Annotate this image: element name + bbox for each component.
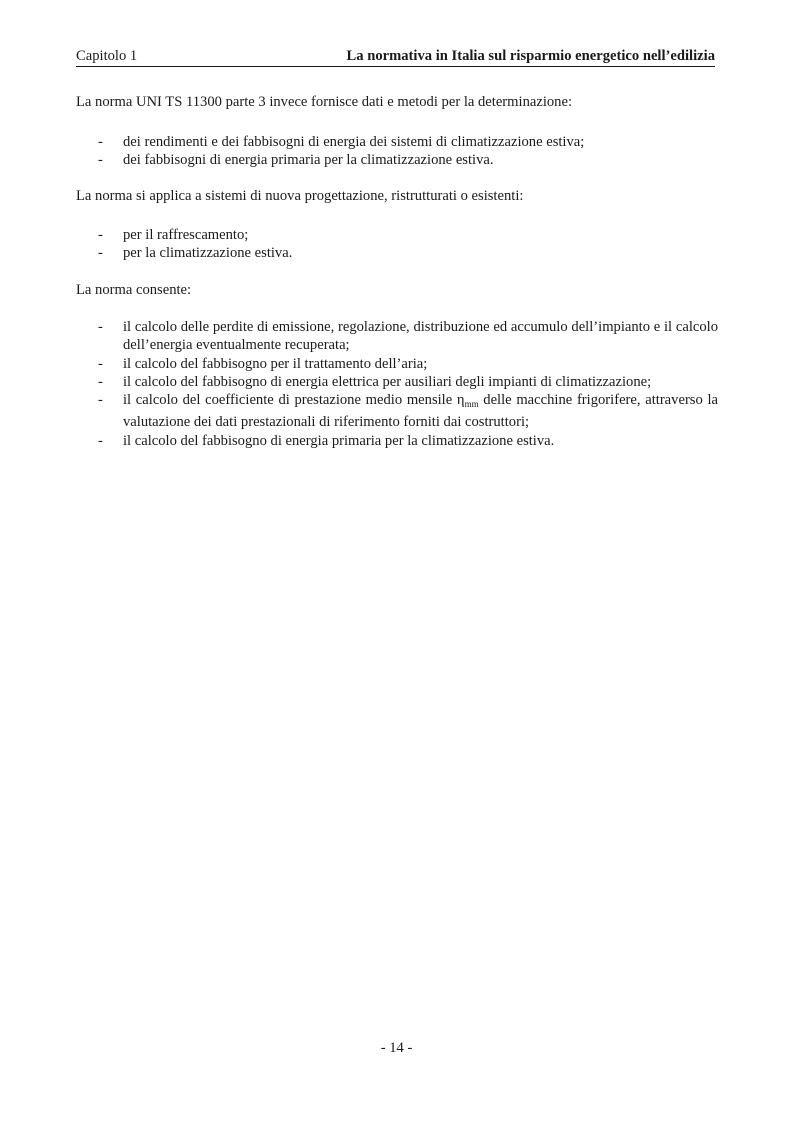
intro-paragraph: La norma UNI TS 11300 parte 3 invece fornisce dati e metodi per la determinazione: — [76, 94, 573, 110]
list-item: - il calcolo del fabbisogno di energia primaria per la climatizzazione estiva. — [98, 432, 555, 449]
list-item: - per il raffrescamento; — [98, 227, 249, 243]
list-item: - dei rendimenti e dei fabbisogni di energia dei sistemi di climatizzazione estiva; — [98, 134, 585, 150]
dash-bullet: - — [98, 432, 103, 449]
list-item: - dei fabbisogni di energia primaria per la climatizzazione estiva. — [98, 152, 494, 169]
list-item: - il calcolo del fabbisogno per il trattamento dell’aria; — [98, 355, 428, 372]
dash-bullet: - — [98, 152, 103, 169]
page-header — [76, 48, 715, 67]
dash-bullet: - — [98, 392, 103, 409]
determination-list — [76, 133, 718, 170]
dash-bullet: - — [98, 319, 103, 335]
dash-bullet: - — [98, 355, 103, 372]
dash-bullet: - — [98, 134, 103, 150]
list-item: - il calcolo delle perdite di emissione, regolazione, distribuzione ed accumulo dell’impianto e il calcolo dell’energia eventualmente recuperata; — [98, 319, 718, 354]
list-item: - per la climatizzazione estiva. — [98, 245, 293, 262]
scope-paragraph: La norma si applica a sistemi di nuova progettazione, ristrutturati o esistenti: — [76, 188, 524, 204]
page-number: - 14 - — [380, 1040, 413, 1056]
allows-paragraph: La norma consente: — [76, 282, 192, 298]
dash-bullet: - — [98, 373, 103, 390]
scope-list — [76, 226, 718, 263]
dash-bullet: - — [98, 245, 103, 262]
list-item: - il calcolo del coefficiente di prestazione medio mensile $\eta_{mm}$ delle macchine frigorifere, attraverso la valutazione dei dati prestazionali di riferimento forniti dai costruttori; — [98, 392, 719, 431]
eta-mm-symbol: $\eta_{mm}$ — [456, 392, 479, 410]
chapter-label: Capitolo 1 — [76, 48, 138, 64]
dash-bullet: - — [98, 227, 103, 243]
list-item: - il calcolo del fabbisogno di energia elettrica per ausiliari degli impianti di climatizzazione; — [98, 373, 652, 390]
calculation-list — [76, 318, 718, 450]
chapter-title: La normativa in Italia sul risparmio energetico nell’edilizia — [346, 48, 715, 64]
